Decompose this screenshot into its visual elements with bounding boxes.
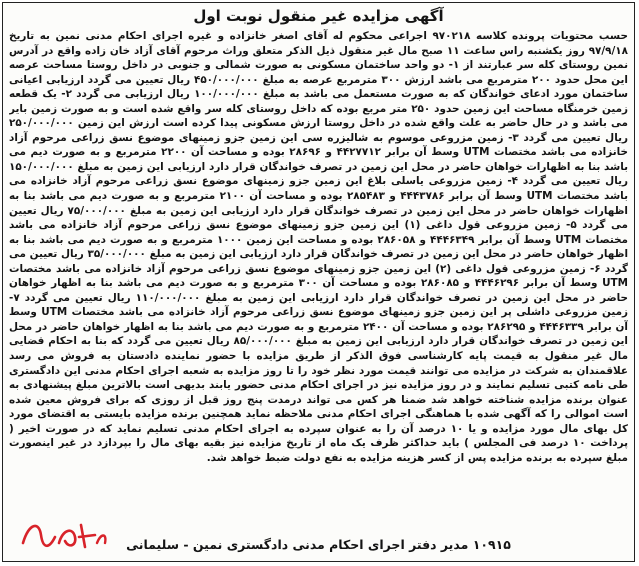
signature-stroke-2 [59,531,75,546]
signature-stroke-1 [23,526,55,546]
signature-stroke-3 [79,525,95,547]
auction-notice [2,2,635,562]
notice-body: حسب محتویات پرونده کلاسه ۹۷۰۲۱۸ اجراعی محکوم له آقای اصغر خانزاده و غیره اجرای احکام مدنی نمین به تاریخ ۹۷/۹/۱۸ روز یکشنبه راس ساعت ۱۱ صبح مال غیر منقول ذیل الذکر متعلق وراث مرحوم آقای آزاد خان زاده واقع در آدرس نمین روستای کله سر عبارتند از ۱- دو واحد ساختمان مسکونی به صورت شمالی و جنوبی در داخل روستا مساحت عرصه این محل حدود ۲۰۰ مترمربع می باشد ارزش ۳۰۰ مترمربع عرصه به مبلغ ۴۵۰/۰۰۰/۰۰۰ ریال تعیین می گردد ارزیابی اعیانی ساختمان مورد ادعای خواندگان که به صورت مستعمل می باشد به مبلغ ۱۰۰/۰۰۰/۰۰۰ ریال ارزیابی می گردد ۲- یک قطعه زمین خرمنگاه مساحت این زمین حدود ۲۵۰ متر مربع بوده که داخل روستای کله سر واقع شده است و به صورت زمین بایر می باشد و در حال حاضر به علت واقع شده در داخل روستا ارزش مسکونی پیدا کرده است ارزش این زمین ۲۵۰/۰۰۰/۰۰۰ ریال تعیین می گردد ۳- زمین مزروعی موسوم به شالیزره سی این زمین جزو زمینهای موضوع نسق زراعی مرحوم آزاد خانزاده می باشد مختصات UTM وسط آن برابر ۴۴۲۷۷۱۲ و ۲۸۶۹۶ بوده و مساحت آن ۲۲۰۰ مترمربع و به صورت دیم می باشد بنا به اظهارات خواهان حاضر در محل این زمین در تصرف خواندگان قرار دارد ارزیابی این زمین به مبلغ ۱۵۰/۰۰۰/۰۰۰ ریال تعیین می گردد ۴- زمین مزروعی یاسلی بلاغ این زمین جزو زمینهای موضوع نسق زراعی مرحوم آزاد خانزاده می باشد مختصات UTM وسط آن برابر ۴۴۴۳۷۸۶ و ۲۸۵۴۸۳ بوده و مساحت آن ۲۱۰۰ مترمربع و به صورت دیم می باشد بنا به اظهارات خواهان حاضر در محل این زمین در تصرف خواندگان قرار دارد ارزیابی این زمین به مبلغ ۷۵/۰۰۰/۰۰۰ ریال تعیین می گردد ۵- زمین مزروعی قول داغی (۱) این زمین جزو زمینهای موضوع نسق زراعی مرحوم آزاد خانزاده می باشد مختصات UTM وسط آن برابر ۴۴۴۶۳۴۹ و ۲۸۶۰۵۸ بوده و مساحت این زمین ۱۰۰۰ مترمربع و به صورت دیم می باشد بنا به اظهار خواهان حاضر در محل این زمین در تصرف خواندگان قرار دارد ارزیابی این زمین به مبلغ ۳۵/۰۰۰/۰۰۰ ریال تعیین می گردد ۶- زمین مزروعی قول داغی (۲) این زمین جزو زمینهای موضوع نسق زراعی مرحوم آزاد خانزاده می باشد مختصات UTM وسط آن برابر ۴۴۴۶۲۹۶ و ۲۸۶۰۸۵ بوده و مساحت آن ۳۰۰ مترمربع و به صورت دیم می باشد بنا به اظهار خواهان حاضر در محل این زمین در تصرف خواندگان قرار دارد ارزیابی این زمین به مبلغ ۱۱۰/۰۰۰/۰۰۰ ریال تعیین می گردد ۷- زمین مزروعی داشلی پر این زمین جزو زمینهای موضوع نسق زراعی مرحوم آزاد خانزاده می باشد مختصات UTM وسط آن برابر ۴۴۴۶۳۳۹ و ۲۸۶۲۹۵ بوده و مساحت آن ۲۴۰۰ مترمربع و به صورت دیم می باشد بنا به اظهار خواهان حاضر در محل این زمین در تصرف خواندگان قرار دارد ارزیابی این زمین به مبلغ ۸۵/۰۰۰/۰۰۰ ریال تعیین می گردد که بنا به احکام قضایی مال غیر منقول به قیمت پایه کارشناسی فوق الذکر از طریق مزایده با حضور نماینده دادستان به فروش می رسد علاقمندان به شرکت در مزایده می توانند قیمت مورد نظر خود را تا روز مزایده به شعبه اجرای احکام مدنی این دادگستری طی نامه کتبی تسلیم نمایند و در روز مزایده نیز در اجرای احکام مدنی حضور یابند بدیهی است بالاترین مبلغ پیشنهادی به عنوان برنده مزایده شناخته خواهد شد ضمنا هر کس می تواند درمدت پنج روز قبل از روزی که برای فروش معین شده است اموالی را که آگهی شده با هماهنگی اجرای احکام مدنی ملاحظه نماید همچنین برنده مزایده بایستی به اقتضای مورد کل بهای مال مورد مزایده و یا ۱۰ درصد آن را به عنوان سپرده به اجرای احکام مدنی تسلیم نماید که در صورت اخیر ( پرداخت ۱۰ درصد فی المجلس ) باید حداکثر ظرف یک ماه از تاریخ مزایده نیز بقیه بهای مال را بپردازد در غیر اینصورت مبلغ سپرده به برنده مزایده پس از کسر هزینه مزایده به نفع دولت ضبط خواهد شد. [9,30,628,464]
signature-stroke-4 [97,536,105,544]
notice-title: آگهی مزایده غیر منقول نوبت اول [193,7,444,25]
notice-footer: ۱۰۹۱۵ مدیر دفتر اجرای احکام مدنی دادگستری نمین - سلیمانی [126,537,511,552]
handwritten-signature [15,513,111,553]
